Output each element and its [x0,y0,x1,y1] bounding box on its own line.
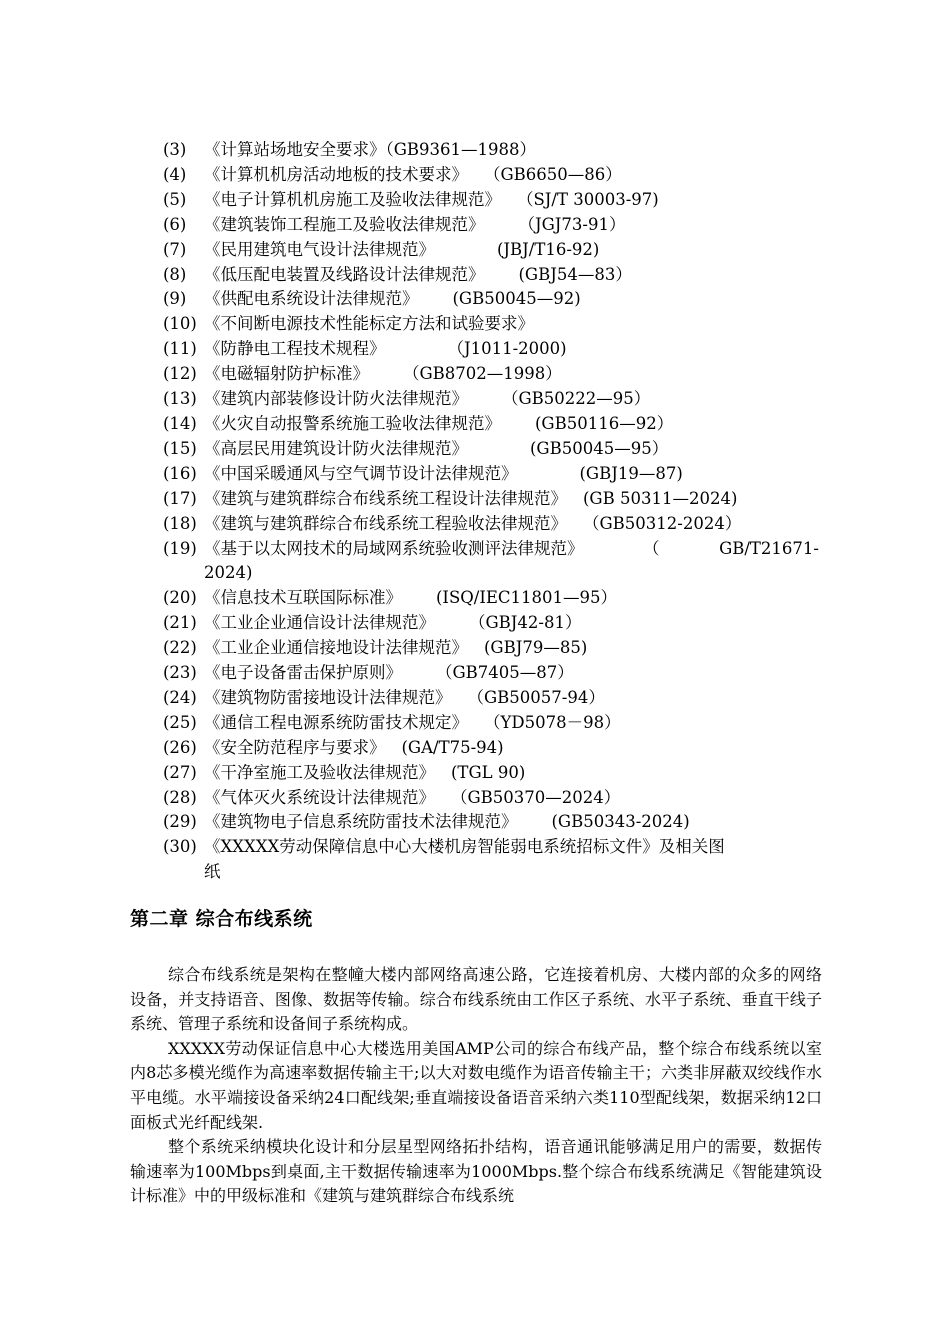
list-item [163,711,823,736]
list-item-code: (GB50343-2024) [551,812,690,832]
reference-list [163,138,823,885]
list-item-code: （GBJ42-81） [469,613,582,633]
list-item-number: (6) [163,214,187,234]
list-item-title-continued: 纸 [204,862,221,882]
list-item [163,537,823,587]
list-item [163,287,823,312]
list-item-title: 《中国采暖通风与空气调节设计法律规范》 [204,463,518,483]
list-item-number: (15) [163,438,197,458]
list-item-number: (12) [163,364,197,384]
list-item-title: 《建筑装饰工程施工及验收法律规范》 [204,214,485,234]
list-item-title: 《建筑内部装修设计防火法律规范》 [204,389,468,409]
list-item-code: GB/T21671- [719,538,819,558]
list-item-title: 《民用建筑电气设计法律规范》 [204,239,435,259]
list-item-number: (28) [163,787,197,807]
list-item-title: 《安全防范程序与要求》 [204,737,386,757]
list-item [163,487,823,512]
list-item-code: (GA/T75-94) [401,737,504,757]
list-item-number: (25) [163,712,197,732]
list-item-code: （SJ/T 30003-97) [517,189,659,209]
list-item-code: （GB6650—86） [484,164,622,184]
list-item-title: 《计算机机房活动地板的技术要求》 [204,164,468,184]
list-item-title: 《建筑与建筑群综合布线系统工程设计法律规范》 [204,488,567,508]
list-item-number: (20) [163,588,197,608]
list-item-number: (23) [163,663,197,683]
list-item-title: 《基于以太网技术的局域网系统验收测评法律规范》 [204,538,584,558]
list-item [163,312,823,337]
list-item [163,686,823,711]
list-item-title: 《不间断电源技术性能标定方法和试验要求》 [204,314,534,334]
list-item [163,188,823,213]
list-item-title: 《建筑物防雷接地设计法律规范》 [204,687,452,707]
list-item-title: 《低压配电装置及线路设计法律规范》 [204,264,485,284]
list-item [163,138,823,163]
list-item [163,761,823,786]
list-item-number: (7) [163,239,187,259]
list-item-code: （JGJ73-91） [518,214,626,234]
list-item-code: （GB7405—87） [436,663,574,683]
list-item-code: （GB50370—2024） [451,787,621,807]
list-item-code: （GB9361—1988） [385,140,537,159]
list-item-code: (TGL 90) [451,762,526,782]
list-item-code-continued: 2024) [204,563,253,583]
paragraph: 整个系统采纳模块化设计和分层星型网络拓扑结构，语音通讯能够满足用户的需要，数据传输速率为100Mbps到桌面,主干数据传输速率为1000Mbps.整个综合布线系统满足《智能建筑设计标准》中的甲级标准和《建筑与建筑群综合布线系统 [130,1137,822,1206]
list-item-title: 《电子设备雷击保护原则》 [204,663,402,683]
list-item-code: （J1011-2000) [447,339,567,359]
list-item-number: (9) [163,289,187,309]
paragraph: 综合布线系统是架构在整幢大楼内部网络高速公路，它连接着机房、大楼内部的众多的网络设备，并支持语音、图像、数据等传输。综合布线系统由工作区子系统、水平子系统、垂直干线子系统、管理子系统和设备间子系统构成。 [130,965,822,1034]
list-item-title: 《干净室施工及验收法律规范》 [204,762,435,782]
list-item-code: （GB50312-2024） [583,513,742,533]
list-item [163,636,823,661]
list-item [163,362,823,387]
list-item-code: (JBJ/T16-92) [497,239,600,259]
list-item-code: (GBJ19—87) [579,463,683,483]
list-item-number: (21) [163,613,197,633]
list-item-title: 《电子计算机机房施工及验收法律规范》 [204,189,501,209]
list-item-code: (GBJ79—85) [484,638,588,658]
list-item-code: （GB50057-94） [467,687,605,707]
list-item-number: (4) [163,164,187,184]
list-item [163,213,823,238]
list-item [163,163,823,188]
list-item-number: (16) [163,463,197,483]
paragraph: XXXXX劳动保证信息中心大楼选用美国AMP公司的综合布线产品，整个综合布线系统以室内8芯多模光缆作为高速率数据传输主干;以大对数电缆作为语音传输主干；六类非屏蔽双绞线作水平电缆。水平端接设备采纳24口配线架;垂直端接设备语音采纳六类110型配线架，数据采纳12口面板式光纤配线架. [130,1038,822,1132]
list-item-code: (GBJ54—83） [518,264,632,284]
list-item [163,586,823,611]
list-item [163,810,823,835]
list-item-code: (GB50045—95） [530,438,669,458]
list-item [163,835,823,885]
list-item-title: 《工业企业通信设计法律规范》 [204,613,435,633]
chapter-heading: 第二章 综合布线系统 [130,908,313,930]
list-item-title: 《工业企业通信接地设计法律规范》 [204,638,468,658]
list-item [163,462,823,487]
list-item-title: 《防静电工程技术规程》 [204,339,386,359]
list-item-code: (GB50045—92) [452,289,581,309]
list-item-code: (GB 50311—2024) [583,488,738,508]
list-item-number: (17) [163,488,197,508]
list-item-number: (22) [163,638,197,658]
list-item-number: (26) [163,737,197,757]
list-item-title: 《计算站场地安全要求》 [204,140,386,159]
list-item-title: 《电磁辐射防护标准》 [204,364,369,384]
list-item-number: (27) [163,762,197,782]
list-item [163,661,823,686]
list-item-number: (18) [163,513,197,533]
list-item-number: (8) [163,264,187,284]
list-item-title: 《高层民用建筑设计防火法律规范》 [204,438,468,458]
list-item-number: (19) [163,538,197,558]
list-item-title: 《气体灭火系统设计法律规范》 [204,787,435,807]
list-item [163,611,823,636]
list-item-code-open: （ [643,538,660,558]
list-item-title: 《供配电系统设计法律规范》 [204,289,419,309]
list-item-title: 《建筑物电子信息系统防雷技术法律规范》 [204,812,518,832]
list-item-title: 《信息技术互联国际标准》 [204,588,402,608]
list-item [163,412,823,437]
list-item-code: (ISQ/IEC11801—95） [436,588,618,608]
list-item-number: (5) [163,189,187,209]
list-item-number: (10) [163,314,197,334]
list-item-number: (29) [163,812,197,832]
body-text [130,963,822,1209]
list-item-number: (3) [163,140,187,159]
list-item [163,238,823,263]
list-item-number: (24) [163,687,197,707]
list-item-number: (11) [163,339,197,359]
list-item-title: 《XXXXX劳动保障信息中心大楼机房智能弱电系统招标文件》及相关图 [204,837,725,857]
list-item [163,263,823,288]
list-item [163,337,823,362]
list-item [163,437,823,462]
list-item-title: 《建筑与建筑群综合布线系统工程验收法律规范》 [204,513,567,533]
list-item-code: （GB8702—1998） [403,364,562,384]
list-item-number: (14) [163,413,197,433]
list-item-code: （GB50222—95） [502,389,651,409]
list-item-number: (30) [163,837,197,857]
list-item-title: 《通信工程电源系统防雷技术规定》 [204,712,468,732]
list-item-code: （YD5078－98） [484,712,621,732]
list-item [163,387,823,412]
list-item [163,512,823,537]
list-item [163,786,823,811]
list-item [163,736,823,761]
list-item-number: (13) [163,389,197,409]
list-item-title: 《火灾自动报警系统施工验收法律规范》 [204,413,501,433]
list-item-code: (GB50116—92） [535,413,674,433]
